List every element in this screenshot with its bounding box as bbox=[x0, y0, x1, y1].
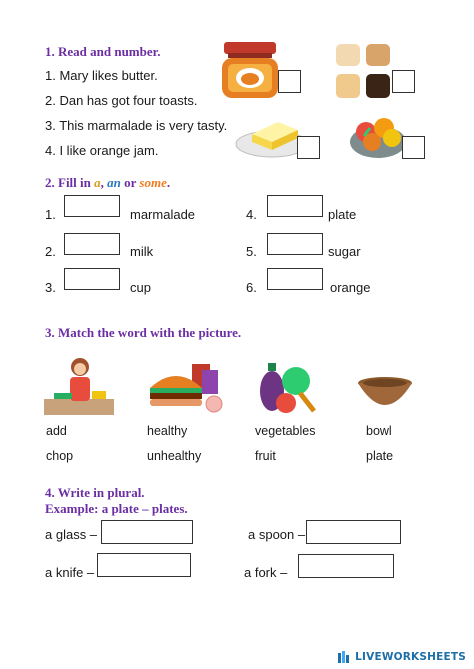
liveworksheets-logo-icon bbox=[338, 651, 352, 663]
sentence-4: 4. I like orange jam. bbox=[45, 143, 159, 158]
plural-input-knife[interactable] bbox=[97, 553, 191, 577]
match-word-vegetables[interactable]: vegetables bbox=[255, 424, 316, 438]
plural-label-glass: a glass – bbox=[45, 527, 98, 542]
sentence-1: 1. Mary likes butter. bbox=[45, 68, 158, 83]
plural-input-fork[interactable] bbox=[298, 554, 394, 578]
section1-heading: 1. Read and number. bbox=[45, 44, 161, 59]
match-word-add[interactable]: add bbox=[46, 424, 67, 438]
fill-item-2-number: 2. bbox=[45, 244, 56, 259]
match-word-chop[interactable]: chop bbox=[46, 449, 74, 463]
number-box-toasts[interactable] bbox=[392, 70, 415, 93]
section3-heading: 3. Match the word with the picture. bbox=[45, 325, 242, 340]
match-word-unhealthy[interactable]: unhealthy bbox=[147, 449, 202, 463]
fruit-bowl-picture bbox=[348, 110, 408, 162]
match-word-healthy[interactable]: healthy bbox=[147, 424, 188, 438]
heading-option-an: an bbox=[107, 175, 121, 190]
sentence-2: 2. Dan has got four toasts. bbox=[45, 93, 198, 108]
fill-item-3-word: cup bbox=[130, 280, 151, 295]
fill-item-5-word: sugar bbox=[328, 244, 361, 259]
match-word-plate[interactable]: plate bbox=[366, 449, 394, 463]
section4-example: Example: a plate – plates. bbox=[45, 501, 188, 516]
match-word-fruit[interactable]: fruit bbox=[255, 449, 276, 463]
fill-item-6-word: orange bbox=[330, 280, 371, 295]
heading-separator: , bbox=[100, 175, 108, 190]
cooking-person-picture bbox=[44, 355, 114, 417]
heading-option-some: some bbox=[139, 175, 167, 190]
heading-or: or bbox=[120, 175, 140, 190]
number-box-jam[interactable] bbox=[278, 70, 301, 93]
fill-input-1[interactable] bbox=[64, 195, 120, 217]
plural-input-glass[interactable] bbox=[101, 520, 193, 544]
fill-input-4[interactable] bbox=[267, 195, 323, 217]
heading-text: 2. Fill in bbox=[45, 175, 95, 190]
fill-item-4-number: 4. bbox=[246, 207, 257, 222]
vegetables-picture bbox=[256, 355, 320, 417]
sentence-3: 3. This marmalade is very tasty. bbox=[45, 118, 228, 133]
plural-label-spoon: a spoon – bbox=[248, 527, 306, 542]
fill-input-5[interactable] bbox=[267, 233, 323, 255]
plural-label-fork: a fork – bbox=[244, 565, 288, 580]
plural-input-spoon[interactable] bbox=[306, 520, 401, 544]
section4-heading: 4. Write in plural. bbox=[45, 485, 145, 500]
fill-item-1-number: 1. bbox=[45, 207, 56, 222]
fill-item-2-word: milk bbox=[130, 244, 154, 259]
heading-end: . bbox=[166, 175, 171, 190]
fill-input-2[interactable] bbox=[64, 233, 120, 255]
heading-option-a: a bbox=[94, 175, 101, 190]
fill-input-6[interactable] bbox=[267, 268, 323, 290]
match-word-bowl[interactable]: bowl bbox=[366, 424, 392, 438]
number-box-fruit[interactable] bbox=[402, 136, 425, 159]
fill-item-1-word: marmalade bbox=[130, 207, 196, 222]
toasts-picture bbox=[332, 42, 396, 106]
junk-food-picture bbox=[146, 358, 226, 416]
number-box-butter[interactable] bbox=[297, 136, 320, 159]
fill-input-3[interactable] bbox=[64, 268, 120, 290]
fill-item-4-word: plate bbox=[328, 207, 357, 222]
fill-item-5-number: 5. bbox=[246, 244, 257, 259]
fill-item-6-number: 6. bbox=[246, 280, 257, 295]
plural-label-knife: a knife – bbox=[45, 565, 95, 580]
liveworksheets-footer bbox=[338, 651, 466, 663]
fill-item-3-number: 3. bbox=[45, 280, 56, 295]
bowl-picture bbox=[356, 375, 414, 417]
section2-heading bbox=[45, 175, 170, 191]
liveworksheets-brand: LIVEWORKSHEETS bbox=[355, 651, 466, 663]
